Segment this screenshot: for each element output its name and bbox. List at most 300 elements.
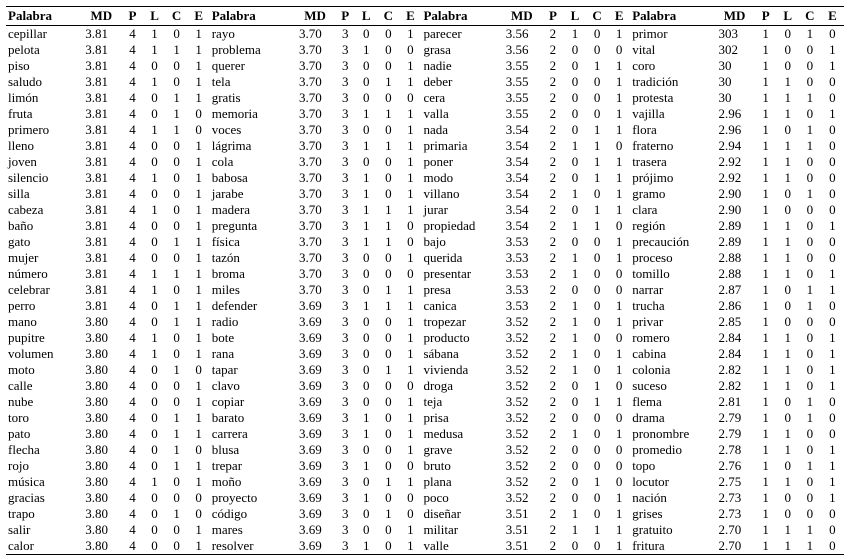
p-cell: 1 (762, 506, 769, 521)
e-cell: 0 (829, 186, 836, 201)
e-cell: 1 (407, 314, 414, 329)
word-cell: mano (8, 314, 37, 329)
e-cell: 1 (407, 74, 414, 89)
table-row (6, 42, 844, 58)
c-cell: 0 (385, 330, 392, 345)
l-cell: 1 (151, 170, 158, 185)
md-cell: 3.80 (85, 490, 109, 505)
c-cell: 0 (593, 282, 601, 297)
c-cell: 0 (806, 442, 814, 457)
md-cell: 3.80 (85, 538, 109, 553)
e-cell: 1 (195, 410, 202, 425)
l-cell: 0 (571, 442, 579, 457)
c-cell: 1 (593, 154, 601, 169)
md-cell: 303 (718, 26, 738, 41)
p-cell: 4 (129, 250, 136, 265)
e-cell: 0 (829, 154, 836, 169)
e-cell: 1 (829, 106, 836, 121)
word-cell: sábana (423, 346, 459, 361)
word-cell: vivienda (423, 362, 469, 377)
md-cell: 3.69 (299, 522, 322, 537)
c-cell: 1 (173, 426, 180, 441)
p-cell: 4 (129, 90, 136, 105)
column-header-c: C (383, 8, 394, 23)
l-cell: 1 (784, 218, 791, 233)
md-cell: 3.51 (505, 522, 529, 537)
table-row (6, 426, 844, 442)
e-cell: 0 (829, 298, 836, 313)
l-cell: 1 (784, 170, 791, 185)
c-cell: 1 (593, 522, 601, 537)
p-cell: 3 (341, 26, 349, 41)
l-cell: 0 (571, 90, 579, 105)
c-cell: 0 (385, 490, 392, 505)
md-cell: 30 (718, 90, 732, 105)
l-cell: 0 (784, 394, 791, 409)
p-cell: 3 (341, 218, 349, 233)
e-cell: 1 (407, 346, 414, 361)
e-cell: 1 (829, 346, 836, 361)
word-cell: tomillo (632, 266, 670, 281)
table-row (6, 154, 844, 170)
l-cell: 0 (151, 378, 158, 393)
column-header-e: E (406, 8, 415, 23)
md-cell: 2.85 (718, 314, 742, 329)
c-cell: 0 (806, 202, 814, 217)
c-cell: 0 (806, 218, 814, 233)
word-cell: vajilla (632, 106, 665, 121)
word-cell: precaución (632, 234, 690, 249)
md-cell: 3.69 (299, 506, 322, 521)
l-cell: 0 (784, 202, 791, 217)
l-cell: 1 (151, 74, 158, 89)
word-cell: teja (423, 394, 443, 409)
l-cell: 0 (571, 106, 579, 121)
table-row (6, 266, 844, 282)
md-cell: 3.52 (505, 314, 529, 329)
c-cell: 0 (173, 154, 180, 169)
p-cell: 3 (341, 298, 349, 313)
l-cell: 0 (784, 58, 791, 73)
e-cell: 1 (195, 170, 202, 185)
l-cell: 0 (151, 90, 158, 105)
l-cell: 0 (571, 410, 579, 425)
md-cell: 2.78 (718, 442, 742, 457)
md-cell: 3.70 (299, 218, 322, 233)
table-row (6, 218, 844, 234)
l-cell: 1 (571, 346, 579, 361)
p-cell: 4 (129, 170, 136, 185)
l-cell: 1 (784, 154, 791, 169)
c-cell: 0 (806, 346, 814, 361)
e-cell: 0 (407, 234, 414, 249)
p-cell: 1 (762, 122, 769, 137)
c-cell: 1 (173, 234, 180, 249)
c-cell: 1 (385, 138, 392, 153)
word-cell: mujer (8, 250, 39, 265)
e-cell: 1 (615, 314, 623, 329)
word-cell: tropezar (423, 314, 467, 329)
c-cell: 0 (173, 378, 180, 393)
l-cell: 0 (571, 378, 579, 393)
word-cell: primaria (423, 138, 468, 153)
e-cell: 1 (195, 250, 202, 265)
c-cell: 0 (806, 362, 814, 377)
c-cell: 0 (806, 42, 814, 57)
column-header-p: P (761, 8, 770, 23)
md-cell: 2.94 (718, 138, 742, 153)
md-cell: 3.52 (505, 346, 529, 361)
table-row (6, 538, 844, 555)
p-cell: 3 (341, 234, 349, 249)
word-cell: prisa (423, 410, 449, 425)
md-cell: 3.52 (505, 490, 529, 505)
c-cell: 0 (806, 378, 814, 393)
c-cell: 0 (173, 58, 180, 73)
md-cell: 3.80 (85, 426, 109, 441)
e-cell: 1 (407, 26, 414, 41)
word-cell: producto (423, 330, 470, 345)
l-cell: 1 (571, 506, 579, 521)
p-cell: 3 (341, 122, 349, 137)
e-cell: 1 (407, 170, 414, 185)
l-cell: 1 (784, 442, 791, 457)
md-cell: 3.81 (85, 154, 109, 169)
md-cell: 3.81 (85, 74, 109, 89)
word-cell: pato (8, 426, 31, 441)
c-cell: 0 (806, 58, 814, 73)
word-cell: parecer (423, 26, 462, 41)
l-cell: 0 (571, 74, 579, 89)
column-header-md: MD (510, 8, 533, 23)
p-cell: 2 (549, 362, 557, 377)
l-cell: 1 (363, 202, 370, 217)
c-cell: 0 (385, 58, 392, 73)
p-cell: 1 (762, 250, 769, 265)
l-cell: 1 (571, 314, 579, 329)
p-cell: 3 (341, 42, 349, 57)
c-cell: 0 (173, 490, 180, 505)
e-cell: 1 (615, 90, 623, 105)
md-cell: 3.70 (299, 58, 322, 73)
c-cell: 1 (806, 522, 814, 537)
word-cell: protesta (632, 90, 674, 105)
table-row (6, 410, 844, 426)
l-cell: 1 (151, 346, 158, 361)
md-cell: 3.70 (299, 170, 322, 185)
l-cell: 0 (363, 266, 370, 281)
md-cell: 3.52 (505, 378, 529, 393)
md-cell: 3.69 (299, 538, 322, 553)
c-cell: 0 (593, 346, 601, 361)
c-cell: 1 (806, 186, 814, 201)
table-row (6, 346, 844, 362)
c-cell: 0 (593, 186, 601, 201)
c-cell: 0 (806, 426, 814, 441)
l-cell: 1 (571, 298, 579, 313)
md-cell: 3.69 (299, 410, 322, 425)
e-cell: 0 (829, 250, 836, 265)
p-cell: 2 (549, 122, 557, 137)
c-cell: 0 (806, 234, 814, 249)
e-cell: 1 (195, 74, 202, 89)
l-cell: 0 (151, 410, 158, 425)
p-cell: 3 (341, 330, 349, 345)
p-cell: 1 (762, 202, 769, 217)
p-cell: 1 (762, 490, 769, 505)
l-cell: 0 (151, 362, 158, 377)
l-cell: 1 (363, 106, 370, 121)
c-cell: 0 (385, 26, 392, 41)
column-header-palabra: Palabra (632, 8, 677, 23)
word-cell: gracias (8, 490, 45, 505)
word-cell: deber (423, 74, 453, 89)
e-cell: 1 (195, 394, 202, 409)
e-cell: 0 (615, 330, 623, 345)
p-cell: 1 (762, 522, 769, 537)
c-cell: 0 (173, 538, 180, 553)
c-cell: 1 (806, 538, 814, 553)
p-cell: 4 (129, 538, 136, 553)
l-cell: 1 (363, 138, 370, 153)
column-header-md: MD (304, 8, 326, 23)
c-cell: 1 (806, 458, 814, 473)
md-cell: 2.88 (718, 266, 742, 281)
p-cell: 4 (129, 330, 136, 345)
c-cell: 0 (593, 106, 601, 121)
md-cell: 3.81 (85, 298, 109, 313)
l-cell: 0 (151, 250, 158, 265)
md-cell: 30 (718, 58, 732, 73)
e-cell: 1 (615, 234, 623, 249)
table-row (6, 106, 844, 122)
e-cell: 0 (407, 490, 414, 505)
c-cell: 0 (593, 234, 601, 249)
l-cell: 0 (784, 186, 791, 201)
l-cell: 1 (571, 522, 579, 537)
p-cell: 2 (549, 490, 557, 505)
c-cell: 1 (173, 442, 180, 457)
l-cell: 0 (151, 218, 158, 233)
p-cell: 2 (549, 266, 557, 281)
e-cell: 0 (829, 538, 836, 553)
word-cell: medusa (423, 426, 464, 441)
e-cell: 1 (615, 346, 623, 361)
md-cell: 3.80 (85, 442, 109, 457)
md-cell: 3.52 (505, 442, 529, 457)
p-cell: 2 (549, 218, 557, 233)
l-cell: 1 (784, 330, 791, 345)
c-cell: 0 (385, 154, 392, 169)
e-cell: 1 (615, 26, 623, 41)
word-cell: blusa (211, 442, 240, 457)
md-cell: 3.70 (299, 250, 322, 265)
c-cell: 1 (173, 362, 180, 377)
l-cell: 1 (151, 330, 158, 345)
e-cell: 1 (407, 58, 414, 73)
c-cell: 1 (806, 26, 814, 41)
word-cell: tela (211, 74, 231, 89)
c-cell: 0 (806, 474, 814, 489)
word-cell: cabeza (8, 202, 44, 217)
table-row (6, 138, 844, 154)
md-cell: 3.55 (505, 106, 529, 121)
e-cell: 1 (615, 362, 623, 377)
l-cell: 0 (363, 282, 370, 297)
e-cell: 0 (615, 474, 623, 489)
p-cell: 3 (341, 250, 349, 265)
l-cell: 1 (571, 186, 579, 201)
word-cell: rana (211, 346, 235, 361)
c-cell: 0 (385, 186, 392, 201)
l-cell: 1 (363, 186, 370, 201)
c-cell: 0 (385, 90, 392, 105)
c-cell: 1 (806, 90, 814, 105)
c-cell: 1 (593, 474, 601, 489)
word-cell: silla (8, 186, 30, 201)
c-cell: 0 (806, 170, 814, 185)
p-cell: 2 (549, 202, 557, 217)
word-cell: radio (211, 314, 239, 329)
p-cell: 2 (549, 506, 557, 521)
c-cell: 0 (385, 538, 392, 553)
word-cell: babosa (211, 170, 248, 185)
md-cell: 3.81 (85, 250, 109, 265)
c-cell: 0 (593, 410, 601, 425)
md-cell: 2.96 (718, 106, 742, 121)
l-cell: 1 (784, 522, 791, 537)
c-cell: 0 (173, 250, 180, 265)
e-cell: 0 (195, 490, 202, 505)
md-cell: 3.81 (85, 42, 109, 57)
e-cell: 0 (615, 442, 623, 457)
column-header-l: L (150, 8, 159, 23)
e-cell: 1 (615, 490, 623, 505)
md-cell: 3.69 (299, 330, 322, 345)
word-cell: tradición (632, 74, 679, 89)
e-cell: 0 (829, 506, 836, 521)
p-cell: 1 (762, 154, 769, 169)
e-cell: 1 (829, 442, 836, 457)
md-cell: 2.79 (718, 426, 742, 441)
table-row (6, 522, 844, 538)
e-cell: 1 (407, 394, 414, 409)
column-header-e: E (614, 8, 624, 23)
l-cell: 0 (784, 506, 791, 521)
p-cell: 1 (762, 138, 769, 153)
p-cell: 3 (341, 490, 349, 505)
table-row (6, 474, 844, 490)
md-cell: 3.56 (505, 26, 529, 41)
p-cell: 2 (549, 378, 557, 393)
word-cell: trapo (8, 506, 35, 521)
c-cell: 0 (593, 314, 601, 329)
p-cell: 3 (341, 74, 349, 89)
md-cell: 3.70 (299, 234, 322, 249)
l-cell: 0 (571, 282, 579, 297)
l-cell: 0 (151, 506, 158, 521)
l-cell: 1 (363, 234, 370, 249)
column-header-c: C (805, 8, 815, 23)
p-cell: 2 (549, 170, 557, 185)
table-row (6, 378, 844, 394)
word-cell: tapar (211, 362, 238, 377)
e-cell: 1 (615, 538, 623, 553)
l-cell: 0 (151, 490, 158, 505)
c-cell: 0 (593, 26, 601, 41)
p-cell: 1 (762, 266, 769, 281)
p-cell: 2 (549, 42, 557, 57)
l-cell: 0 (571, 538, 579, 553)
c-cell: 1 (173, 410, 180, 425)
p-cell: 2 (549, 106, 557, 121)
word-cell: fraterno (632, 138, 674, 153)
p-cell: 2 (549, 314, 557, 329)
c-cell: 1 (173, 90, 180, 105)
c-cell: 0 (593, 298, 601, 313)
md-cell: 3.80 (85, 458, 109, 473)
c-cell: 0 (806, 330, 814, 345)
word-cell: rojo (8, 458, 29, 473)
md-cell: 3.69 (299, 474, 322, 489)
word-cell: trucha (632, 298, 665, 313)
p-cell: 3 (341, 506, 349, 521)
l-cell: 0 (151, 426, 158, 441)
md-cell: 3.80 (85, 474, 109, 489)
e-cell: 0 (195, 106, 202, 121)
l-cell: 0 (571, 234, 579, 249)
l-cell: 0 (571, 490, 579, 505)
e-cell: 1 (615, 522, 623, 537)
table-row (6, 74, 844, 90)
p-cell: 3 (341, 394, 349, 409)
md-cell: 3.53 (505, 234, 529, 249)
l-cell: 1 (151, 282, 158, 297)
e-cell: 0 (829, 234, 836, 249)
word-cell: gratis (211, 90, 241, 105)
l-cell: 1 (151, 122, 158, 137)
md-cell: 3.70 (299, 26, 322, 41)
l-cell: 1 (571, 138, 579, 153)
l-cell: 1 (784, 378, 791, 393)
p-cell: 1 (762, 426, 769, 441)
p-cell: 1 (762, 378, 769, 393)
e-cell: 1 (195, 266, 202, 281)
word-cell: pregunta (211, 218, 258, 233)
p-cell: 4 (129, 378, 136, 393)
md-cell: 3.81 (85, 234, 109, 249)
md-cell: 3.80 (85, 410, 109, 425)
l-cell: 0 (151, 458, 158, 473)
md-cell: 3.69 (299, 426, 322, 441)
c-cell: 0 (173, 218, 180, 233)
p-cell: 3 (341, 426, 349, 441)
c-cell: 0 (806, 250, 814, 265)
l-cell: 0 (151, 234, 158, 249)
word-cell: grises (632, 506, 663, 521)
e-cell: 1 (195, 538, 202, 553)
l-cell: 0 (784, 458, 791, 473)
l-cell: 0 (151, 106, 158, 121)
table-row (6, 330, 844, 346)
p-cell: 4 (129, 106, 136, 121)
p-cell: 4 (129, 138, 136, 153)
l-cell: 0 (151, 522, 158, 537)
md-cell: 3.81 (85, 106, 109, 121)
word-cell: bajo (423, 234, 446, 249)
word-cell: broma (211, 266, 245, 281)
e-cell: 1 (195, 154, 202, 169)
